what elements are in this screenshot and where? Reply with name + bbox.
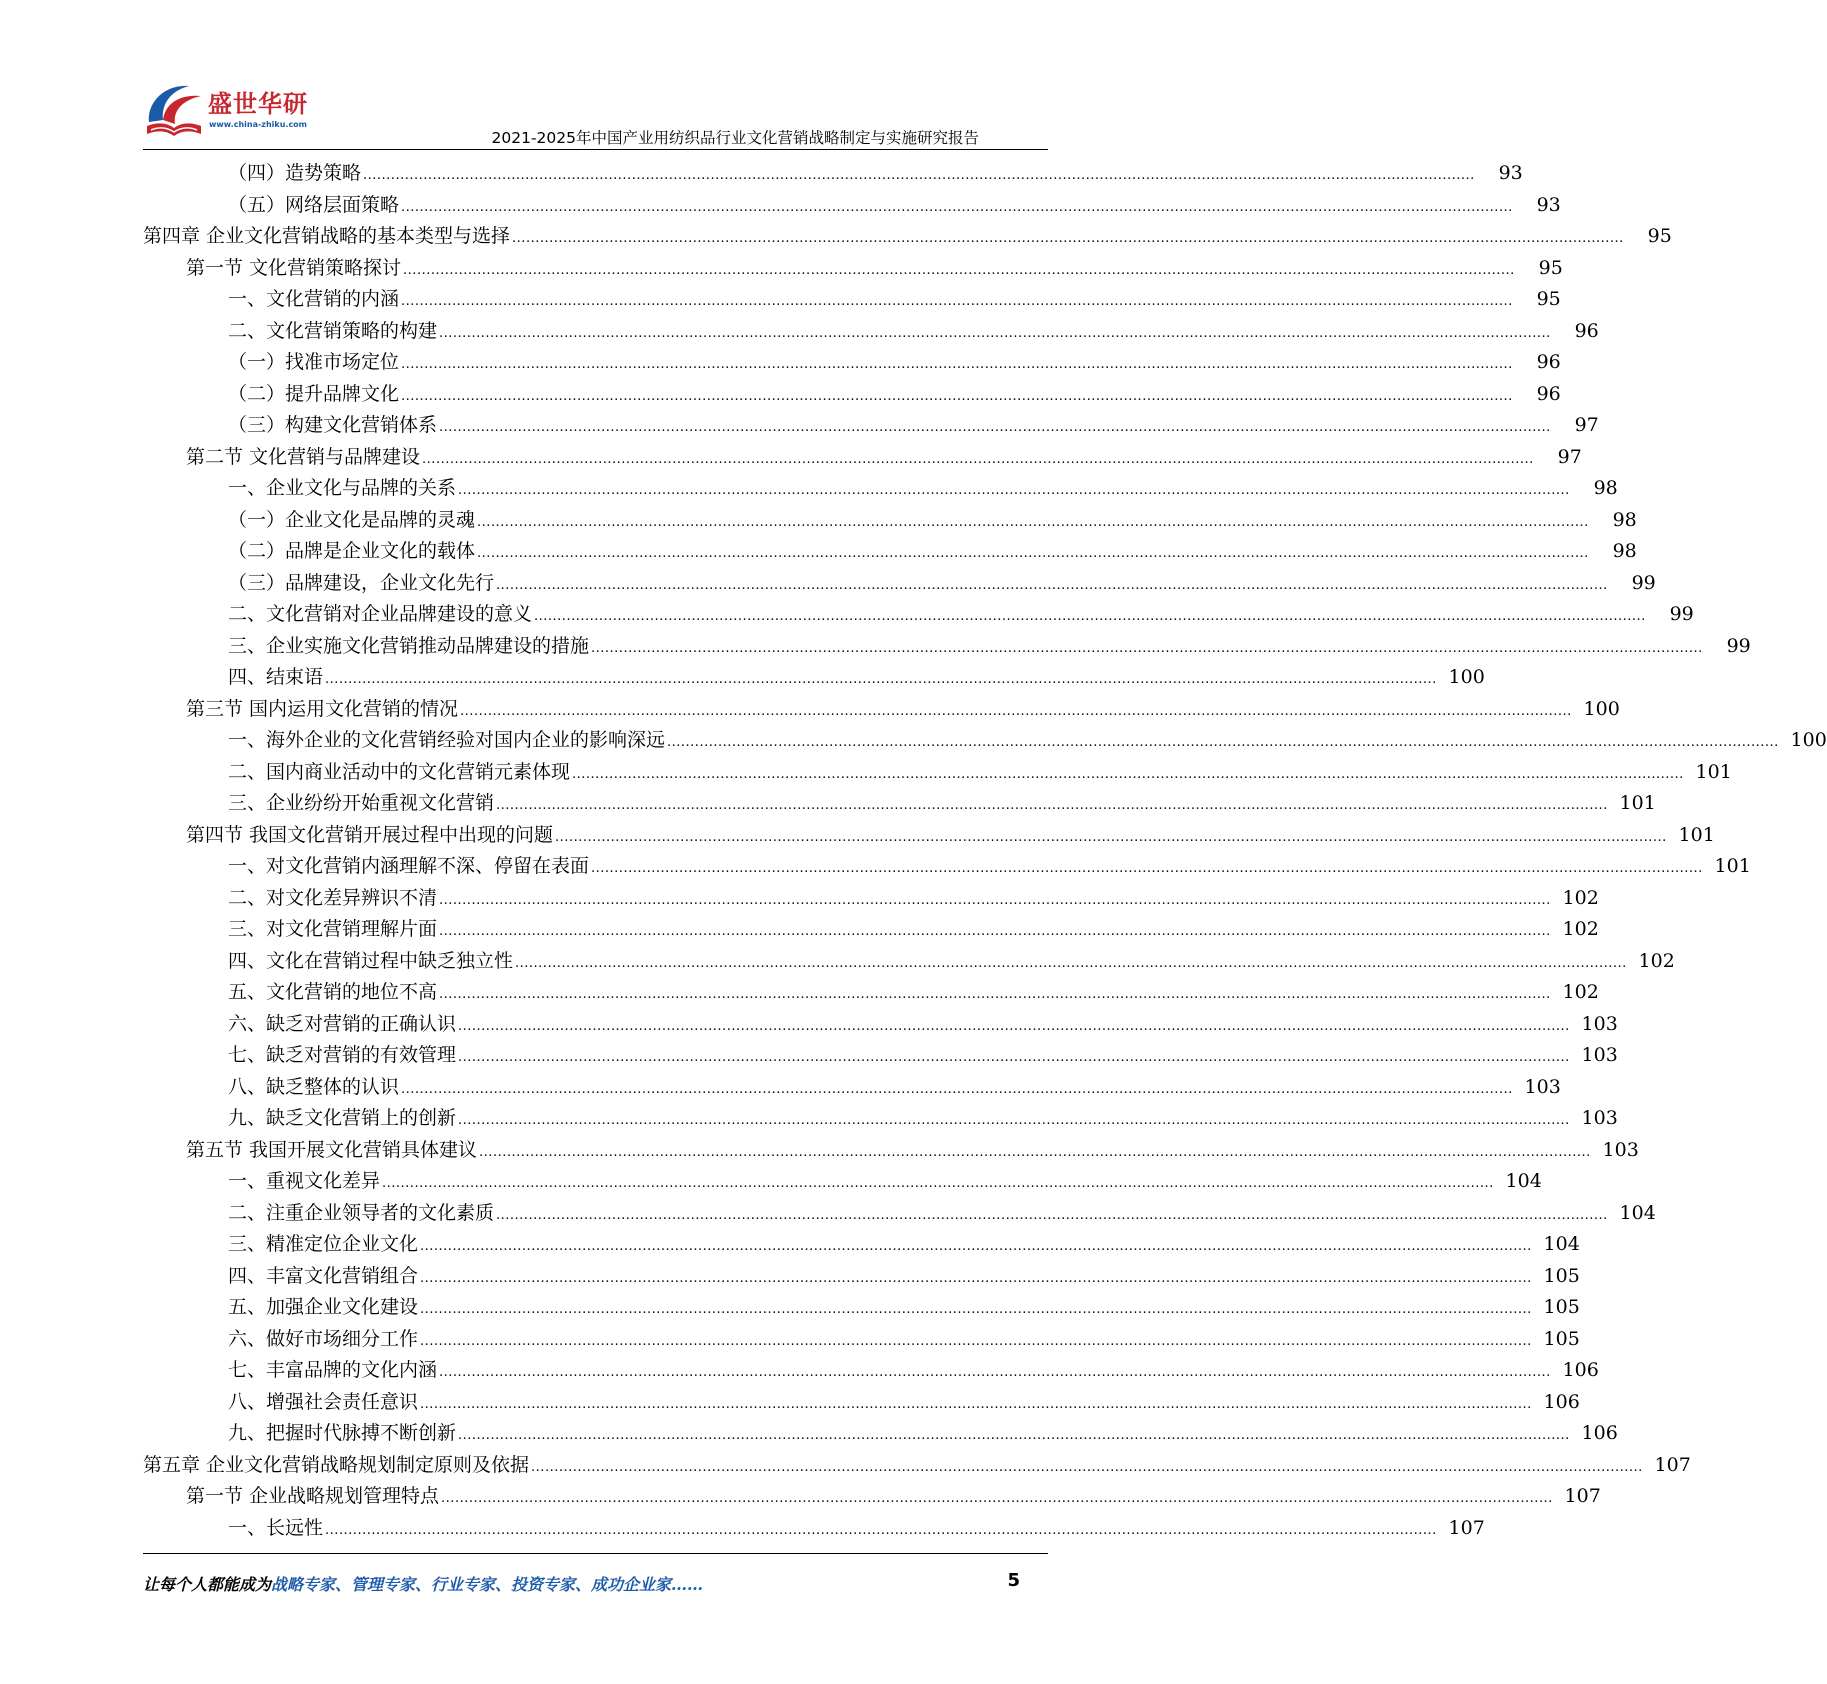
toc-entry-page: 99 bbox=[1726, 634, 1751, 657]
toc-dot-leader: ................................................................................................................................................................................................................................................ bbox=[460, 703, 1572, 719]
toc-dot-leader: ................................................................................................................................................................................................................................................ bbox=[363, 168, 1475, 183]
toc-entry-page: 104 bbox=[1505, 1170, 1542, 1192]
toc-entry-page: 95 bbox=[1536, 288, 1561, 310]
toc-entry-title: 一、长远性 bbox=[228, 1516, 324, 1539]
toc-entry-title: 第四章 企业文化营销战略的基本类型与选择 bbox=[143, 225, 511, 247]
toc-entry-page: 107 bbox=[1654, 1453, 1691, 1476]
toc-entry[interactable] bbox=[0, 568, 1656, 600]
toc-dot-leader: ................................................................................................................................................................................................................................................ bbox=[420, 1396, 1532, 1412]
toc-entry-page: 102 bbox=[1562, 886, 1599, 909]
page-number: 5 bbox=[1007, 1570, 1020, 1591]
toc-entry-title: 五、加强企业文化建设 bbox=[228, 1296, 419, 1318]
toc-entry-page: 95 bbox=[1538, 256, 1563, 279]
footer-divider bbox=[143, 1553, 1048, 1554]
toc-dot-leader: ................................................................................................................................................................................................................................................ bbox=[555, 829, 1667, 845]
toc-entry-title: （三）品牌建设，企业文化先行 bbox=[228, 571, 495, 594]
toc-entry-page: 105 bbox=[1543, 1296, 1580, 1318]
toc-entry[interactable] bbox=[0, 284, 1561, 316]
toc-entry-title: （一）企业文化是品牌的灵魂 bbox=[228, 508, 476, 531]
toc-entry-page: 98 bbox=[1593, 477, 1618, 499]
table-of-contents bbox=[0, 158, 1827, 1544]
toc-entry[interactable] bbox=[0, 158, 1523, 190]
toc-entry[interactable] bbox=[0, 883, 1599, 915]
toc-entry-page: 93 bbox=[1536, 193, 1561, 216]
toc-entry-page: 103 bbox=[1602, 1138, 1639, 1161]
toc-entry[interactable] bbox=[0, 820, 1715, 852]
toc-entry-page: 107 bbox=[1448, 1516, 1485, 1539]
toc-entry-title: 七、缺乏对营销的有效管理 bbox=[228, 1044, 457, 1066]
toc-entry-title: 八、缺乏整体的认识 bbox=[228, 1075, 400, 1098]
toc-entry[interactable] bbox=[0, 914, 1599, 946]
toc-dot-leader: ................................................................................................................................................................................................................................................ bbox=[401, 199, 1513, 215]
toc-entry-page: 107 bbox=[1564, 1485, 1601, 1507]
toc-dot-leader: ................................................................................................................................................................................................................................................ bbox=[458, 1428, 1570, 1443]
toc-entry-title: 六、缺乏对营销的正确认识 bbox=[228, 1012, 457, 1035]
toc-entry-title: 四、丰富文化营销组合 bbox=[228, 1264, 419, 1287]
slogan-lead: 让每个人都能成为 bbox=[143, 1575, 272, 1594]
toc-entry[interactable] bbox=[0, 1513, 1485, 1545]
toc-entry-page: 104 bbox=[1543, 1233, 1580, 1255]
toc-dot-leader: ................................................................................................................................................................................................................................................ bbox=[515, 955, 1627, 971]
toc-entry[interactable] bbox=[0, 851, 1751, 883]
toc-dot-leader: ................................................................................................................................................................................................................................................ bbox=[439, 1365, 1551, 1380]
toc-entry[interactable] bbox=[0, 347, 1561, 379]
toc-dot-leader: ................................................................................................................................................................................................................................................ bbox=[420, 1270, 1532, 1286]
toc-entry-page: 100 bbox=[1790, 729, 1827, 751]
toc-entry[interactable] bbox=[0, 694, 1620, 726]
toc-entry-title: 八、增强社会责任意识 bbox=[228, 1390, 419, 1413]
toc-entry-title: （四）造势策略 bbox=[228, 162, 362, 184]
toc-dot-leader: ................................................................................................................................................................................................................................................ bbox=[439, 420, 1551, 435]
toc-entry-title: 三、精准定位企业文化 bbox=[228, 1233, 419, 1255]
toc-entry[interactable] bbox=[0, 536, 1637, 568]
toc-dot-leader: ................................................................................................................................................................................................................................................ bbox=[458, 483, 1570, 498]
toc-entry-page: 93 bbox=[1498, 162, 1523, 184]
toc-entry-page: 99 bbox=[1669, 603, 1694, 625]
toc-dot-leader: ................................................................................................................................................................................................................................................ bbox=[439, 987, 1551, 1002]
toc-entry[interactable] bbox=[0, 379, 1561, 411]
toc-dot-leader: ................................................................................................................................................................................................................................................ bbox=[420, 1239, 1532, 1254]
toc-entry[interactable] bbox=[0, 1355, 1599, 1387]
toc-entry[interactable] bbox=[0, 1387, 1580, 1419]
logo-mark-icon bbox=[143, 82, 205, 142]
toc-dot-leader: ................................................................................................................................................................................................................................................ bbox=[420, 1333, 1532, 1349]
toc-entry-title: 四、结束语 bbox=[228, 666, 324, 688]
toc-dot-leader: ................................................................................................................................................................................................................................................ bbox=[325, 672, 1437, 687]
toc-entry-title: 第四节 我国文化营销开展过程中出现的问题 bbox=[186, 823, 554, 846]
toc-entry-page: 98 bbox=[1612, 508, 1637, 531]
toc-dot-leader: ................................................................................................................................................................................................................................................ bbox=[479, 1144, 1591, 1160]
footer-slogan bbox=[143, 1572, 703, 1595]
toc-entry-title: 一、重视文化差异 bbox=[228, 1170, 381, 1192]
toc-entry[interactable] bbox=[0, 316, 1599, 348]
toc-entry[interactable] bbox=[0, 1135, 1639, 1167]
toc-entry[interactable] bbox=[0, 599, 1694, 631]
toc-entry-title: 九、把握时代脉搏不断创新 bbox=[228, 1422, 457, 1444]
toc-entry-title: 四、文化在营销过程中缺乏独立性 bbox=[228, 949, 514, 972]
toc-entry[interactable] bbox=[0, 1103, 1618, 1135]
toc-entry-title: 第三节 国内运用文化营销的情况 bbox=[186, 697, 459, 720]
toc-dot-leader: ................................................................................................................................................................................................................................................ bbox=[458, 1113, 1570, 1128]
toc-entry[interactable] bbox=[0, 1450, 1691, 1482]
toc-entry-page: 103 bbox=[1524, 1075, 1561, 1098]
toc-entry-page: 102 bbox=[1562, 981, 1599, 1003]
toc-entry-page: 97 bbox=[1574, 414, 1599, 436]
toc-entry[interactable] bbox=[0, 410, 1599, 442]
report-title: 2021-2025年中国产业用纺织品行业文化营销战略制定与实施研究报告 bbox=[491, 129, 979, 147]
toc-dot-leader: ................................................................................................................................................................................................................................................ bbox=[667, 735, 1779, 750]
toc-entry-title: 二、注重企业领导者的文化素质 bbox=[228, 1201, 495, 1224]
toc-entry-title: 三、对文化营销理解片面 bbox=[228, 918, 438, 940]
toc-entry-page: 101 bbox=[1678, 823, 1715, 846]
toc-entry[interactable] bbox=[0, 1040, 1618, 1072]
toc-entry[interactable] bbox=[0, 662, 1485, 694]
toc-entry-title: 一、企业文化与品牌的关系 bbox=[228, 477, 457, 499]
toc-entry[interactable] bbox=[0, 631, 1751, 663]
toc-entry-title: 二、对文化差异辨识不清 bbox=[228, 886, 438, 909]
toc-dot-leader: ................................................................................................................................................................................................................................................ bbox=[591, 861, 1703, 876]
toc-dot-leader: ................................................................................................................................................................................................................................................ bbox=[401, 388, 1513, 404]
toc-entry[interactable] bbox=[0, 1009, 1618, 1041]
toc-dot-leader: ................................................................................................................................................................................................................................................ bbox=[422, 451, 1534, 467]
toc-entry-page: 105 bbox=[1543, 1327, 1580, 1350]
logo-url: www.china-zhiku.com bbox=[209, 120, 308, 129]
toc-dot-leader: ................................................................................................................................................................................................................................................ bbox=[572, 766, 1684, 782]
toc-entry-page: 96 bbox=[1536, 351, 1561, 373]
toc-entry[interactable] bbox=[0, 1072, 1561, 1104]
toc-entry-title: 九、缺乏文化营销上的创新 bbox=[228, 1107, 457, 1129]
toc-entry-title: 一、对文化营销内涵理解不深、停留在表面 bbox=[228, 855, 590, 877]
toc-entry[interactable] bbox=[0, 788, 1656, 820]
toc-dot-leader: ................................................................................................................................................................................................................................................ bbox=[439, 924, 1551, 939]
toc-entry-page: 95 bbox=[1647, 225, 1672, 247]
toc-entry[interactable] bbox=[0, 757, 1732, 789]
toc-entry[interactable] bbox=[0, 1292, 1580, 1324]
toc-entry[interactable] bbox=[0, 1324, 1580, 1356]
toc-entry-page: 96 bbox=[1574, 319, 1599, 342]
toc-entry-title: 一、海外企业的文化营销经验对国内企业的影响深远 bbox=[228, 729, 666, 751]
logo-name: 盛世华研 bbox=[208, 90, 308, 118]
toc-entry[interactable] bbox=[0, 505, 1637, 537]
toc-entry-page: 100 bbox=[1448, 666, 1485, 688]
toc-entry-page: 103 bbox=[1581, 1044, 1618, 1066]
toc-dot-leader: ................................................................................................................................................................................................................................................ bbox=[441, 1491, 1553, 1506]
toc-entry-page: 101 bbox=[1619, 792, 1656, 814]
slogan-roles: 战略专家、管理专家、行业专家、投资专家、成功企业家…… bbox=[271, 1575, 704, 1594]
toc-entry[interactable] bbox=[0, 1166, 1542, 1198]
toc-entry-page: 106 bbox=[1543, 1390, 1580, 1413]
toc-dot-leader: ................................................................................................................................................................................................................................................ bbox=[403, 262, 1515, 278]
toc-entry-title: 一、文化营销的内涵 bbox=[228, 288, 400, 310]
toc-entry-title: 第五章 企业文化营销战略规划制定原则及依据 bbox=[143, 1453, 530, 1476]
toc-entry-title: 七、丰富品牌的文化内涵 bbox=[228, 1359, 438, 1381]
toc-entry-title: （三）构建文化营销体系 bbox=[228, 414, 438, 436]
toc-dot-leader: ................................................................................................................................................................................................................................................ bbox=[420, 1302, 1532, 1317]
toc-dot-leader: ................................................................................................................................................................................................................................................ bbox=[458, 1018, 1570, 1034]
toc-dot-leader: ................................................................................................................................................................................................................................................ bbox=[458, 1050, 1570, 1065]
toc-entry[interactable] bbox=[0, 946, 1675, 978]
toc-dot-leader: ................................................................................................................................................................................................................................................ bbox=[439, 892, 1551, 908]
toc-entry-page: 100 bbox=[1583, 697, 1620, 720]
toc-dot-leader: ................................................................................................................................................................................................................................................ bbox=[382, 1176, 1494, 1191]
toc-dot-leader: ................................................................................................................................................................................................................................................ bbox=[496, 1207, 1608, 1223]
toc-entry[interactable] bbox=[0, 221, 1672, 253]
toc-dot-leader: ................................................................................................................................................................................................................................................ bbox=[496, 798, 1608, 813]
toc-dot-leader: ................................................................................................................................................................................................................................................ bbox=[401, 1081, 1513, 1097]
toc-dot-leader: ................................................................................................................................................................................................................................................ bbox=[591, 640, 1703, 656]
toc-entry-title: （二）提升品牌文化 bbox=[228, 382, 400, 405]
toc-entry-title: 二、文化营销策略的构建 bbox=[228, 319, 438, 342]
toc-entry[interactable] bbox=[0, 190, 1561, 222]
toc-entry[interactable] bbox=[0, 1261, 1580, 1293]
toc-entry-title: 二、国内商业活动中的文化营销元素体现 bbox=[228, 760, 571, 783]
toc-entry[interactable] bbox=[0, 725, 1827, 757]
toc-entry[interactable] bbox=[0, 1418, 1618, 1450]
toc-entry-page: 97 bbox=[1557, 445, 1582, 468]
toc-entry-title: （二）品牌是企业文化的载体 bbox=[228, 540, 476, 562]
toc-dot-leader: ................................................................................................................................................................................................................................................ bbox=[439, 325, 1551, 341]
toc-entry-title: 第一节 文化营销策略探讨 bbox=[186, 256, 402, 279]
toc-entry[interactable] bbox=[0, 1198, 1656, 1230]
toc-entry-title: （五）网络层面策略 bbox=[228, 193, 400, 216]
toc-entry-page: 104 bbox=[1619, 1201, 1656, 1224]
toc-entry-page: 102 bbox=[1562, 918, 1599, 940]
toc-entry-page: 106 bbox=[1562, 1359, 1599, 1381]
toc-entry-title: 第五节 我国开展文化营销具体建议 bbox=[186, 1138, 478, 1161]
company-logo bbox=[143, 82, 313, 142]
toc-entry-page: 103 bbox=[1581, 1012, 1618, 1035]
toc-dot-leader: ................................................................................................................................................................................................................................................ bbox=[512, 231, 1624, 246]
toc-entry[interactable] bbox=[0, 253, 1563, 285]
toc-entry-page: 101 bbox=[1714, 855, 1751, 877]
toc-dot-leader: ................................................................................................................................................................................................................................................ bbox=[531, 1459, 1643, 1475]
toc-entry-page: 106 bbox=[1581, 1422, 1618, 1444]
toc-entry-page: 96 bbox=[1536, 382, 1561, 405]
toc-entry[interactable] bbox=[0, 1229, 1580, 1261]
toc-entry-page: 103 bbox=[1581, 1107, 1618, 1129]
page-header bbox=[0, 0, 1191, 152]
toc-entry-page: 99 bbox=[1631, 571, 1656, 594]
toc-dot-leader: ................................................................................................................................................................................................................................................ bbox=[477, 546, 1589, 561]
toc-dot-leader: ................................................................................................................................................................................................................................................ bbox=[534, 609, 1646, 624]
toc-entry[interactable] bbox=[0, 473, 1618, 505]
toc-entry-page: 102 bbox=[1638, 949, 1675, 972]
toc-entry-page: 98 bbox=[1612, 540, 1637, 562]
toc-dot-leader: ................................................................................................................................................................................................................................................ bbox=[496, 577, 1608, 593]
toc-entry-page: 101 bbox=[1695, 760, 1732, 783]
header-divider bbox=[143, 149, 1048, 150]
toc-dot-leader: ................................................................................................................................................................................................................................................ bbox=[401, 357, 1513, 372]
toc-entry-title: 第二节 文化营销与品牌建设 bbox=[186, 445, 421, 468]
toc-entry-page: 105 bbox=[1543, 1264, 1580, 1287]
toc-entry[interactable] bbox=[0, 442, 1582, 474]
toc-entry[interactable] bbox=[0, 977, 1599, 1009]
toc-entry-title: 三、企业实施文化营销推动品牌建设的措施 bbox=[228, 634, 590, 657]
toc-entry-title: 二、文化营销对企业品牌建设的意义 bbox=[228, 603, 533, 625]
toc-dot-leader: ................................................................................................................................................................................................................................................ bbox=[401, 294, 1513, 309]
toc-entry-title: 三、企业纷纷开始重视文化营销 bbox=[228, 792, 495, 814]
toc-dot-leader: ................................................................................................................................................................................................................................................ bbox=[477, 514, 1589, 530]
toc-dot-leader: ................................................................................................................................................................................................................................................ bbox=[325, 1522, 1437, 1538]
toc-entry-title: （一）找准市场定位 bbox=[228, 351, 400, 373]
toc-entry[interactable] bbox=[0, 1481, 1601, 1513]
toc-entry-title: 五、文化营销的地位不高 bbox=[228, 981, 438, 1003]
toc-entry-title: 六、做好市场细分工作 bbox=[228, 1327, 419, 1350]
toc-entry-title: 第一节 企业战略规划管理特点 bbox=[186, 1485, 440, 1507]
